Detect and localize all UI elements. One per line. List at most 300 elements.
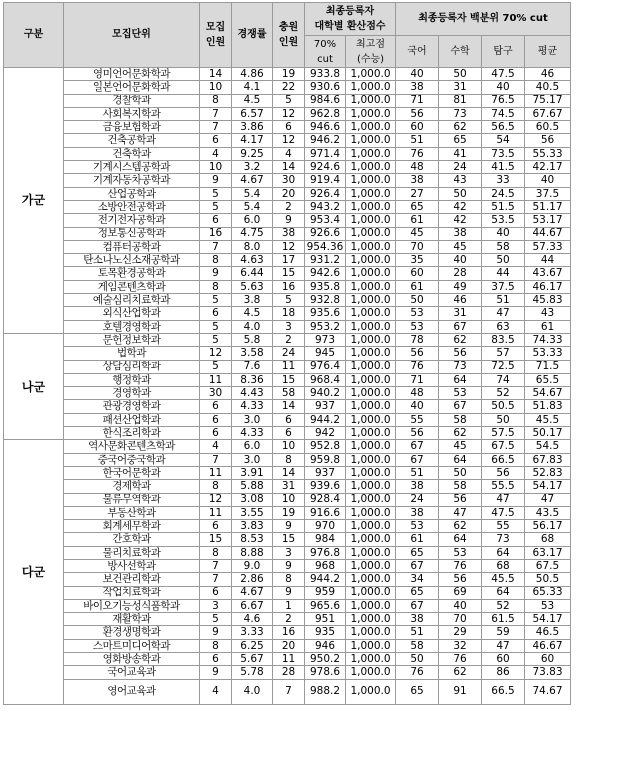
max-cell: 1,000.0 [346,267,396,280]
average-cell: 42.17 [525,161,571,174]
cut70-cell: 935.6 [305,307,346,320]
cut70-cell: 924.6 [305,161,346,174]
table-row [4,453,571,466]
header-max: 최고점 (수능) [346,36,396,68]
math-cell: 56 [439,573,482,586]
quota-cell: 12 [200,493,232,506]
average-cell: 52.83 [525,466,571,479]
average-cell: 51.83 [525,400,571,413]
unit-cell: 물류무역학과 [64,493,200,506]
korean-cell: 53 [396,520,439,533]
max-cell: 1,000.0 [346,440,396,453]
table-row [4,559,571,572]
unit-cell: 외식산업학과 [64,307,200,320]
extra-cell: 19 [273,68,305,81]
average-cell: 50.17 [525,427,571,440]
competition-cell: 4.33 [232,400,273,413]
unit-cell: 게임콘텐츠학과 [64,280,200,293]
korean-cell: 70 [396,240,439,253]
table-row [4,174,571,187]
max-cell: 1,000.0 [346,520,396,533]
competition-cell: 7.6 [232,360,273,373]
korean-cell: 65 [396,546,439,559]
extra-cell: 30 [273,174,305,187]
quota-cell: 11 [200,506,232,519]
max-cell: 1,000.0 [346,427,396,440]
inquiry-cell: 67.5 [482,440,525,453]
competition-cell: 2.86 [232,573,273,586]
math-cell: 47 [439,506,482,519]
quota-cell: 6 [200,214,232,227]
competition-cell: 6.0 [232,214,273,227]
inquiry-cell: 47 [482,639,525,652]
cut70-cell: 953.4 [305,214,346,227]
extra-cell: 58 [273,387,305,400]
korean-cell: 38 [396,81,439,94]
unit-cell: 법학과 [64,347,200,360]
max-cell: 1,000.0 [346,586,396,599]
max-cell: 1,000.0 [346,307,396,320]
korean-cell: 76 [396,360,439,373]
unit-cell: 경찰학과 [64,94,200,107]
average-cell: 67.83 [525,453,571,466]
competition-cell: 3.86 [232,121,273,134]
max-cell: 1,000.0 [346,68,396,81]
extra-cell: 22 [273,81,305,94]
table-row [4,546,571,559]
competition-cell: 5.4 [232,187,273,200]
korean-cell: 51 [396,626,439,639]
math-cell: 73 [439,107,482,120]
unit-cell: 문헌정보학과 [64,333,200,346]
competition-cell: 8.0 [232,240,273,253]
extra-cell: 8 [273,453,305,466]
math-cell: 42 [439,214,482,227]
average-cell: 65.33 [525,586,571,599]
competition-cell: 4.1 [232,81,273,94]
math-cell: 45 [439,240,482,253]
average-cell: 43 [525,307,571,320]
max-cell: 1,000.0 [346,466,396,479]
max-cell: 1,000.0 [346,626,396,639]
korean-cell: 53 [396,307,439,320]
quota-cell: 9 [200,174,232,187]
cut70-cell: 988.2 [305,679,346,704]
math-cell: 40 [439,254,482,267]
inquiry-cell: 54 [482,134,525,147]
quota-cell: 8 [200,280,232,293]
table-row [4,94,571,107]
extra-cell: 6 [273,121,305,134]
cut70-cell: 976.8 [305,546,346,559]
korean-cell: 45 [396,227,439,240]
table-row [4,68,571,81]
math-cell: 62 [439,666,482,679]
inquiry-cell: 73.5 [482,147,525,160]
extra-cell: 2 [273,200,305,213]
quota-cell: 8 [200,639,232,652]
average-cell: 47 [525,493,571,506]
extra-cell: 10 [273,493,305,506]
quota-cell: 7 [200,559,232,572]
extra-cell: 11 [273,653,305,666]
quota-cell: 4 [200,440,232,453]
competition-cell: 4.86 [232,68,273,81]
average-cell: 43.67 [525,267,571,280]
average-cell: 60 [525,653,571,666]
max-cell: 1,000.0 [346,559,396,572]
cut70-cell: 939.6 [305,480,346,493]
math-cell: 64 [439,533,482,546]
max-cell: 1,000.0 [346,493,396,506]
extra-cell: 14 [273,466,305,479]
math-cell: 42 [439,200,482,213]
competition-cell: 3.83 [232,520,273,533]
extra-cell: 7 [273,679,305,704]
cut70-cell: 950.2 [305,653,346,666]
average-cell: 53.17 [525,214,571,227]
korean-cell: 71 [396,373,439,386]
competition-cell: 4.67 [232,586,273,599]
korean-cell: 67 [396,599,439,612]
max-cell: 1,000.0 [346,480,396,493]
table-row [4,639,571,652]
inquiry-cell: 47.5 [482,68,525,81]
unit-cell: 정보통신공학과 [64,227,200,240]
korean-cell: 56 [396,427,439,440]
unit-cell: 토목환경공학과 [64,267,200,280]
math-cell: 50 [439,187,482,200]
header-inquiry: 탐구 [482,36,525,68]
inquiry-cell: 37.5 [482,280,525,293]
inquiry-cell: 50.5 [482,400,525,413]
unit-cell: 중국어중국학과 [64,453,200,466]
extra-cell: 6 [273,427,305,440]
korean-cell: 48 [396,387,439,400]
inquiry-cell: 66.5 [482,453,525,466]
inquiry-cell: 56.5 [482,121,525,134]
competition-cell: 3.91 [232,466,273,479]
cut70-cell: 965.6 [305,599,346,612]
table-row [4,240,571,253]
cut70-cell: 959 [305,586,346,599]
table-row [4,307,571,320]
unit-cell: 한국어문학과 [64,466,200,479]
math-cell: 41 [439,147,482,160]
competition-cell: 3.2 [232,161,273,174]
inquiry-cell: 73 [482,533,525,546]
inquiry-cell: 74 [482,373,525,386]
unit-cell: 국어교육과 [64,666,200,679]
unit-cell: 산업공학과 [64,187,200,200]
average-cell: 57.33 [525,240,571,253]
cut70-cell: 962.8 [305,107,346,120]
competition-cell: 8.53 [232,533,273,546]
header-extra: 충원 인원 [273,3,305,68]
korean-cell: 24 [396,493,439,506]
table-row [4,400,571,413]
competition-cell: 3.0 [232,413,273,426]
unit-cell: 탄소나노신소재공학과 [64,254,200,267]
inquiry-cell: 55.5 [482,480,525,493]
math-cell: 50 [439,68,482,81]
unit-cell: 영어교육과 [64,679,200,704]
competition-cell: 6.25 [232,639,273,652]
competition-cell: 3.58 [232,347,273,360]
cut70-cell: 951 [305,613,346,626]
unit-cell: 건축공학과 [64,134,200,147]
cut70-cell: 933.8 [305,68,346,81]
average-cell: 75.17 [525,94,571,107]
quota-cell: 7 [200,240,232,253]
max-cell: 1,000.0 [346,639,396,652]
quota-cell: 9 [200,626,232,639]
math-cell: 24 [439,161,482,174]
extra-cell: 24 [273,347,305,360]
competition-cell: 9.0 [232,559,273,572]
inquiry-cell: 58 [482,240,525,253]
quota-cell: 5 [200,294,232,307]
korean-cell: 34 [396,573,439,586]
korean-cell: 67 [396,440,439,453]
unit-cell: 보건관리학과 [64,573,200,586]
inquiry-cell: 55 [482,520,525,533]
cut70-cell: 976.4 [305,360,346,373]
table-row [4,81,571,94]
cut70-cell: 943.2 [305,200,346,213]
unit-cell: 기계시스템공학과 [64,161,200,174]
competition-cell: 4.33 [232,427,273,440]
max-cell: 1,000.0 [346,653,396,666]
quota-cell: 5 [200,360,232,373]
korean-cell: 67 [396,559,439,572]
korean-cell: 38 [396,174,439,187]
math-cell: 43 [439,174,482,187]
table-row [4,121,571,134]
math-cell: 67 [439,400,482,413]
average-cell: 67.67 [525,107,571,120]
quota-cell: 14 [200,68,232,81]
unit-cell: 컴퓨터공학과 [64,240,200,253]
average-cell: 45.83 [525,294,571,307]
table-row [4,347,571,360]
max-cell: 1,000.0 [346,387,396,400]
header-average: 평균 [525,36,571,68]
header-group: 구분 [4,3,64,68]
cut70-cell: 959.8 [305,453,346,466]
max-cell: 1,000.0 [346,200,396,213]
competition-cell: 9.25 [232,147,273,160]
cut70-cell: 931.2 [305,254,346,267]
quota-cell: 9 [200,666,232,679]
inquiry-cell: 41.5 [482,161,525,174]
competition-cell: 4.43 [232,387,273,400]
quota-cell: 9 [200,267,232,280]
extra-cell: 15 [273,267,305,280]
table-row [4,214,571,227]
competition-cell: 4.63 [232,254,273,267]
table-row [4,187,571,200]
unit-cell: 물리치료학과 [64,546,200,559]
table-row [4,373,571,386]
average-cell: 46.5 [525,626,571,639]
korean-cell: 65 [396,200,439,213]
competition-cell: 6.44 [232,267,273,280]
header-unit: 모집단위 [64,3,200,68]
competition-cell: 8.88 [232,546,273,559]
cut70-cell: 937 [305,400,346,413]
cut70-cell: 935.8 [305,280,346,293]
inquiry-cell: 47.5 [482,506,525,519]
inquiry-cell: 56 [482,466,525,479]
average-cell: 54.17 [525,480,571,493]
header-row-top [4,3,571,36]
average-cell: 54.67 [525,387,571,400]
korean-cell: 60 [396,121,439,134]
unit-cell: 관광경영학과 [64,400,200,413]
unit-cell: 재활학과 [64,613,200,626]
extra-cell: 20 [273,639,305,652]
table-row [4,227,571,240]
table-row [4,134,571,147]
quota-cell: 8 [200,94,232,107]
competition-cell: 4.5 [232,94,273,107]
extra-cell: 2 [273,333,305,346]
competition-cell: 5.4 [232,200,273,213]
quota-cell: 6 [200,653,232,666]
math-cell: 81 [439,94,482,107]
unit-cell: 일본언어문화학과 [64,81,200,94]
table-row [4,506,571,519]
extra-cell: 12 [273,107,305,120]
average-cell: 68 [525,533,571,546]
table-body [4,68,571,705]
math-cell: 53 [439,387,482,400]
unit-cell: 사회복지학과 [64,107,200,120]
korean-cell: 55 [396,413,439,426]
math-cell: 62 [439,333,482,346]
max-cell: 1,000.0 [346,254,396,267]
table-row [4,613,571,626]
extra-cell: 16 [273,280,305,293]
competition-cell: 4.6 [232,613,273,626]
quota-cell: 8 [200,254,232,267]
math-cell: 29 [439,626,482,639]
table-row [4,520,571,533]
unit-cell: 회계세무학과 [64,520,200,533]
math-cell: 32 [439,639,482,652]
extra-cell: 12 [273,240,305,253]
quota-cell: 11 [200,373,232,386]
cut70-cell: 935 [305,626,346,639]
table-row [4,599,571,612]
extra-cell: 17 [273,254,305,267]
max-cell: 1,000.0 [346,121,396,134]
competition-cell: 5.67 [232,653,273,666]
korean-cell: 27 [396,187,439,200]
max-cell: 1,000.0 [346,280,396,293]
cut70-cell: 919.4 [305,174,346,187]
average-cell: 45.5 [525,413,571,426]
math-cell: 56 [439,347,482,360]
average-cell: 63.17 [525,546,571,559]
math-cell: 56 [439,493,482,506]
competition-cell: 5.88 [232,480,273,493]
math-cell: 70 [439,613,482,626]
extra-cell: 10 [273,440,305,453]
average-cell: 67.5 [525,559,571,572]
table-row [4,679,571,704]
korean-cell: 76 [396,666,439,679]
inquiry-cell: 52 [482,387,525,400]
average-cell: 51.17 [525,200,571,213]
table-row [4,320,571,333]
quota-cell: 6 [200,586,232,599]
cut70-cell: 940.2 [305,387,346,400]
average-cell: 43.5 [525,506,571,519]
average-cell: 65.5 [525,373,571,386]
extra-cell: 15 [273,373,305,386]
table-row [4,360,571,373]
cut70-cell: 942.6 [305,267,346,280]
table-row [4,280,571,293]
competition-cell: 8.36 [232,373,273,386]
max-cell: 1,000.0 [346,214,396,227]
cut70-cell: 968 [305,559,346,572]
average-cell: 40.5 [525,81,571,94]
quota-cell: 6 [200,400,232,413]
max-cell: 1,000.0 [346,679,396,704]
max-cell: 1,000.0 [346,373,396,386]
extra-cell: 8 [273,573,305,586]
average-cell: 46 [525,68,571,81]
table-row [4,333,571,346]
korean-cell: 61 [396,533,439,546]
table-row [4,626,571,639]
extra-cell: 19 [273,506,305,519]
unit-cell: 부동산학과 [64,506,200,519]
average-cell: 54.17 [525,613,571,626]
extra-cell: 9 [273,559,305,572]
quota-cell: 7 [200,453,232,466]
cut70-cell: 946.6 [305,121,346,134]
extra-cell: 3 [273,546,305,559]
inquiry-cell: 51.5 [482,200,525,213]
header-quota: 모집 인원 [200,3,232,68]
max-cell: 1,000.0 [346,174,396,187]
cut70-cell: 984.6 [305,94,346,107]
math-cell: 53 [439,546,482,559]
max-cell: 1,000.0 [346,320,396,333]
extra-cell: 14 [273,400,305,413]
max-cell: 1,000.0 [346,81,396,94]
max-cell: 1,000.0 [346,94,396,107]
unit-cell: 환경생명학과 [64,626,200,639]
max-cell: 1,000.0 [346,227,396,240]
average-cell: 55.33 [525,147,571,160]
cut70-cell: 978.6 [305,666,346,679]
unit-cell: 경제학과 [64,480,200,493]
korean-cell: 78 [396,333,439,346]
quota-cell: 6 [200,427,232,440]
header-final-score: 최종등록자 대학별 환산점수 [305,3,396,36]
inquiry-cell: 50 [482,413,525,426]
max-cell: 1,000.0 [346,360,396,373]
cut70-cell: 932.8 [305,294,346,307]
average-cell: 61 [525,320,571,333]
inquiry-cell: 83.5 [482,333,525,346]
extra-cell: 4 [273,147,305,160]
